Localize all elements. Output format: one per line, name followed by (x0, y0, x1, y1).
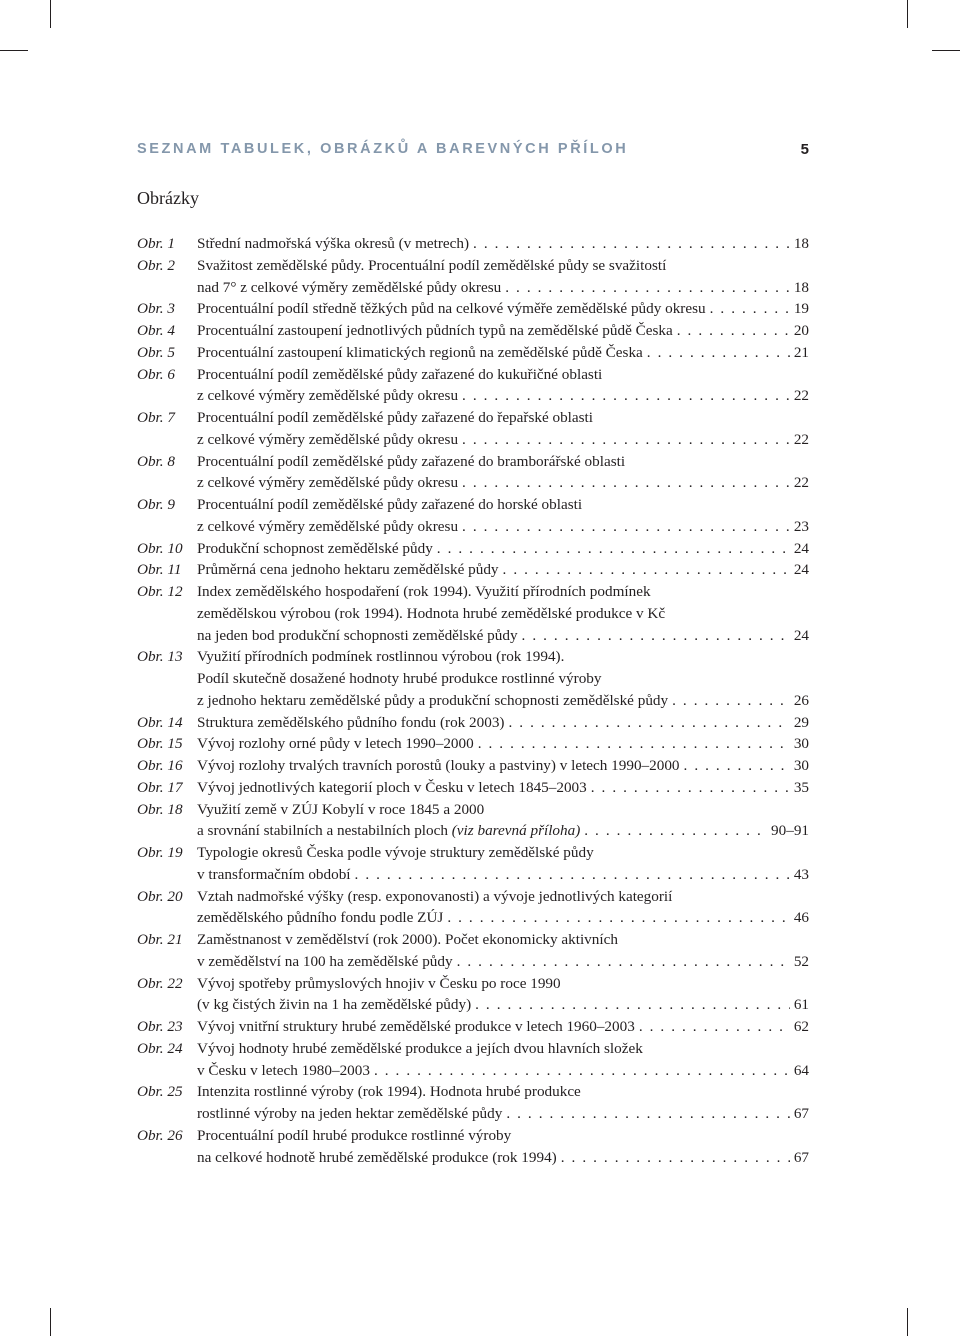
caption-text: z celkové výměry zemědělské půdy okresu (197, 387, 459, 405)
figure-caption (197, 342, 809, 364)
page-reference: 26 (793, 691, 809, 709)
figure-caption (197, 451, 809, 495)
caption-text: na jeden bod produkční schopnosti zemědělské půdy (197, 626, 518, 644)
figure-number: Obr. 24 (137, 1039, 183, 1057)
figure-caption (197, 538, 809, 560)
caption-text-wrap (197, 951, 453, 973)
caption-line: Podíl skutečně dosažené hodnoty hrubé produkce rostlinné výroby (197, 670, 602, 687)
caption-text-wrap (197, 907, 443, 929)
figure-caption (197, 255, 809, 299)
caption-last-line (197, 429, 809, 451)
figure-number: Obr. 22 (137, 974, 183, 992)
caption-line: Svažitost zemědělské půdy. Procentuální podíl zemědělské půdy se svažitostí (197, 256, 667, 274)
page-reference: 62 (793, 1018, 809, 1035)
page-reference: 90–91 (771, 822, 809, 840)
figure-caption (197, 1016, 809, 1038)
caption-text-wrap (197, 1147, 557, 1169)
caption-text-wrap (197, 385, 458, 407)
figure-entry (137, 799, 809, 843)
caption-text-wrap (197, 994, 471, 1016)
figure-number: Obr. 11 (137, 561, 182, 579)
page-reference: 21 (793, 343, 809, 361)
dot-leader (478, 733, 790, 755)
caption-text-wrap (197, 233, 469, 255)
page-reference: 22 (793, 430, 809, 448)
figure-entry (137, 1016, 809, 1038)
figure-caption (197, 733, 809, 755)
caption-text: Procentuální podíl středně těžkých půd na celkové výměře zemědělské půdy okresu (197, 300, 706, 318)
caption-last-line (197, 1016, 809, 1038)
dot-leader (561, 1147, 790, 1169)
caption-line: Procentuální podíl zemědělské půdy zařazené do řepařské oblasti (197, 409, 593, 426)
caption-line: Vztah nadmořské výšky (resp. exponovanosti) a vývoje jednotlivých kategorií (197, 887, 673, 905)
dot-leader (677, 320, 790, 342)
figure-caption (197, 886, 809, 930)
caption-line: Index zemědělského hospodaření (rok 1994). Využití přírodních podmínek (197, 583, 651, 600)
caption-text: Vývoj jednotlivých kategorií ploch v Česku v letech 1845–2003 (197, 778, 587, 796)
caption-text: Vývoj rozlohy orné půdy v letech 1990–2000 (197, 735, 474, 753)
dot-leader (522, 625, 790, 647)
figure-number: Obr. 14 (137, 713, 183, 731)
figure-caption (197, 973, 809, 1017)
caption-line: Využití přírodních podmínek rostlinnou výrobou (rok 1994). (197, 648, 565, 666)
figure-number: Obr. 21 (137, 931, 183, 948)
caption-text-wrap (197, 625, 518, 647)
figure-number: Obr. 13 (137, 648, 183, 666)
figure-entry (137, 1125, 809, 1169)
figure-entry (137, 342, 809, 364)
figure-caption (197, 1125, 809, 1169)
crop-mark-bottom-right (907, 1308, 908, 1336)
figure-number: Obr. 8 (137, 452, 175, 470)
page-reference: 30 (793, 757, 809, 774)
caption-text-wrap (197, 1060, 370, 1082)
figure-entry (137, 755, 809, 777)
caption-text: a srovnání stabilních a nestabilních ploch (197, 822, 448, 840)
figure-number: Obr. 12 (137, 583, 183, 600)
figure-caption (197, 842, 809, 886)
dot-leader (457, 951, 790, 973)
caption-last-line (197, 559, 809, 581)
figure-caption (197, 755, 809, 777)
caption-last-line (197, 1103, 809, 1125)
page-reference: 35 (793, 778, 809, 796)
caption-last-line (197, 755, 809, 777)
caption-text-wrap (197, 820, 580, 842)
figure-caption (197, 1081, 809, 1125)
figure-entry (137, 233, 809, 255)
figure-caption (197, 1038, 809, 1082)
dot-leader (374, 1060, 790, 1082)
caption-text: z celkové výměry zemědělské půdy okresu (197, 474, 459, 492)
figure-entry (137, 407, 809, 451)
caption-line: Intenzita rostlinné výroby (rok 1994). Hodnota hrubé produkce (197, 1083, 581, 1101)
figure-number: Obr. 1 (137, 235, 175, 252)
caption-text: v zemědělství na 100 ha zemědělské půdy (197, 952, 453, 970)
figure-entry (137, 559, 809, 581)
figure-entry (137, 494, 809, 538)
caption-text: nad 7° z celkové výměry zemědělské půdy okresu (197, 278, 502, 296)
page-reference: 67 (793, 1105, 809, 1122)
figure-number: Obr. 26 (137, 1126, 183, 1144)
caption-text-wrap (197, 712, 504, 734)
page-reference: 18 (793, 235, 809, 252)
figure-number: Obr. 16 (137, 757, 183, 774)
caption-text-wrap (197, 429, 458, 451)
caption-text: v transformačním období (197, 865, 351, 883)
caption-last-line (197, 277, 809, 299)
figure-entry (137, 255, 809, 299)
dot-leader (591, 777, 790, 799)
page-reference: 29 (793, 713, 809, 731)
page-reference: 22 (793, 387, 809, 405)
caption-last-line (197, 472, 809, 494)
caption-text: Struktura zemědělského půdního fondu (rok 2003) (197, 713, 505, 731)
figure-caption (197, 799, 809, 843)
figure-entry (137, 298, 809, 320)
figure-entry (137, 1038, 809, 1082)
caption-last-line (197, 625, 809, 647)
page-number: 5 (800, 141, 809, 158)
caption-line: zemědělskou výrobou (rok 1994). Hodnota hrubé zemědělské produkce v Kč (197, 604, 666, 622)
figure-entry (137, 733, 809, 755)
dot-leader (503, 559, 790, 581)
caption-last-line (197, 385, 809, 407)
figure-caption (197, 559, 809, 581)
figure-number: Obr. 9 (137, 496, 175, 513)
caption-text-wrap (197, 342, 643, 364)
caption-text: Procentuální zastoupení klimatických regionů na zemědělské půdě Česka (197, 343, 643, 361)
figure-caption (197, 407, 809, 451)
figure-entry (137, 320, 809, 342)
crop-mark-right-top (932, 50, 960, 51)
figure-entry (137, 973, 809, 1017)
caption-last-line (197, 864, 809, 886)
figure-caption (197, 646, 809, 711)
dot-leader (355, 864, 790, 886)
page-reference: 18 (793, 278, 809, 296)
page-reference: 24 (793, 561, 809, 579)
figure-number: Obr. 2 (137, 256, 175, 274)
caption-line: Procentuální podíl zemědělské půdy zařazené do kukuřičné oblasti (197, 365, 603, 383)
page-reference: 20 (793, 322, 809, 339)
figure-number: Obr. 4 (137, 322, 175, 339)
dot-leader (710, 298, 790, 320)
dot-leader (437, 538, 790, 560)
figure-number: Obr. 6 (137, 365, 175, 383)
caption-text-wrap (197, 516, 458, 538)
caption-text-wrap (197, 777, 587, 799)
figure-caption (197, 233, 809, 255)
caption-text: z celkové výměry zemědělské půdy okresu (197, 517, 459, 535)
caption-text: Produkční schopnost zemědělské půdy (197, 539, 433, 557)
figure-number: Obr. 18 (137, 800, 183, 818)
caption-text: Procentuální zastoupení jednotlivých půdních typů na zemědělské půdě Česka (197, 322, 673, 339)
caption-line: Procentuální podíl zemědělské půdy zařazené do bramborářské oblasti (197, 452, 626, 470)
dot-leader (647, 342, 790, 364)
caption-last-line (197, 1147, 809, 1169)
page-reference: 24 (793, 539, 809, 557)
caption-line: Procentuální podíl zemědělské půdy zařazené do horské oblasti (197, 496, 583, 513)
page-reference: 46 (793, 909, 809, 927)
caption-text-wrap (197, 538, 433, 560)
page-reference: 52 (793, 952, 809, 970)
caption-text: (v kg čistých živin na 1 ha zemědělské půdy) (197, 996, 472, 1014)
figure-entry (137, 581, 809, 646)
figure-entry (137, 451, 809, 495)
figure-number: Obr. 15 (137, 735, 183, 753)
caption-text-wrap (197, 320, 673, 342)
caption-text: z jednoho hektaru zemědělské půdy a produkční schopnosti zemědělské půdy (197, 691, 669, 709)
caption-line: Vývoj hodnoty hrubé zemědělské produkce a jejích dvou hlavních složek (197, 1039, 643, 1057)
running-head-title: SEZNAM TABULEK, OBRÁZKŮ A BAREVNÝCH PŘÍLOH (137, 141, 629, 157)
page-reference: 19 (793, 300, 809, 318)
dot-leader (475, 994, 790, 1016)
caption-last-line (197, 907, 809, 929)
crop-mark-left-top (0, 50, 28, 51)
caption-line: Využití země v ZÚJ Kobylí v roce 1845 a 2000 (197, 800, 485, 818)
caption-last-line (197, 994, 809, 1016)
caption-last-line (197, 320, 809, 342)
caption-text-wrap (197, 1016, 635, 1038)
page-reference: 23 (793, 517, 809, 535)
caption-last-line (197, 516, 809, 538)
figure-caption (197, 494, 809, 538)
caption-text-wrap (197, 733, 474, 755)
dot-leader (672, 690, 790, 712)
figure-number: Obr. 10 (137, 539, 183, 557)
caption-last-line (197, 951, 809, 973)
caption-last-line (197, 538, 809, 560)
caption-text-wrap (197, 755, 680, 777)
page-reference: 61 (793, 996, 809, 1014)
figure-entry (137, 364, 809, 408)
figure-number: Obr. 7 (137, 409, 175, 426)
caption-text-wrap (197, 298, 706, 320)
caption-last-line (197, 298, 809, 320)
crop-mark-top-right (907, 0, 908, 28)
figure-entry (137, 1081, 809, 1125)
figure-caption (197, 364, 809, 408)
dot-leader (473, 233, 790, 255)
page-reference: 43 (793, 865, 809, 883)
figure-number: Obr. 3 (137, 300, 175, 318)
figure-number: Obr. 17 (137, 778, 183, 796)
caption-text: Průměrná cena jednoho hektaru zemědělské půdy (197, 561, 499, 579)
caption-text-wrap (197, 472, 458, 494)
page-reference: 24 (793, 626, 809, 644)
crop-mark-bottom-left (50, 1308, 51, 1336)
section-heading: Obrázky (137, 188, 199, 208)
page-reference: 22 (793, 474, 809, 492)
dot-leader (684, 755, 790, 777)
caption-text: na celkové hodnotě hrubé zemědělské produkce (rok 1994) (197, 1148, 557, 1166)
caption-text-wrap (197, 690, 668, 712)
page-reference: 64 (793, 1061, 809, 1079)
caption-last-line (197, 733, 809, 755)
caption-italic-note: (viz barevná příloha) (451, 822, 581, 840)
running-head (137, 141, 809, 165)
caption-last-line (197, 342, 809, 364)
dot-leader (508, 712, 789, 734)
figure-entry (137, 842, 809, 886)
caption-last-line (197, 1060, 809, 1082)
caption-text: z celkové výměry zemědělské půdy okresu (197, 430, 459, 448)
figure-number: Obr. 19 (137, 844, 183, 861)
caption-text-wrap (197, 1103, 502, 1125)
figure-entry (137, 929, 809, 973)
dot-leader (462, 385, 790, 407)
figure-list (137, 233, 809, 1168)
caption-text: zemědělského půdního fondu podle ZÚJ (197, 909, 444, 927)
dot-leader (462, 429, 790, 451)
dot-leader (447, 907, 789, 929)
caption-text: v Česku v letech 1980–2003 (197, 1061, 370, 1079)
caption-line: Vývoj spotřeby průmyslových hnojiv v Česku po roce 1990 (197, 974, 561, 992)
figure-caption (197, 298, 809, 320)
dot-leader (462, 516, 790, 538)
dot-leader (506, 1103, 789, 1125)
figure-entry (137, 538, 809, 560)
figure-entry (137, 886, 809, 930)
figure-caption (197, 929, 809, 973)
page-reference: 67 (793, 1148, 809, 1166)
caption-last-line (197, 820, 809, 842)
crop-mark-top-left (50, 0, 51, 28)
caption-text: Střední nadmořská výška okresů (v metrech) (197, 235, 470, 252)
figure-caption (197, 712, 809, 734)
dot-leader (462, 472, 790, 494)
figure-number: Obr. 20 (137, 887, 183, 905)
caption-text: rostlinné výroby na jeden hektar zemědělské půdy (197, 1105, 503, 1122)
caption-line: Zaměstnanost v zemědělství (rok 2000). Počet ekonomicky aktivních (197, 931, 618, 948)
figure-entry (137, 777, 809, 799)
page-reference: 30 (793, 735, 809, 753)
caption-line: Typologie okresů Česka podle vývoje struktury zemědělské půdy (197, 844, 594, 861)
caption-last-line (197, 777, 809, 799)
dot-leader (639, 1016, 790, 1038)
dot-leader (584, 820, 767, 842)
caption-last-line (197, 712, 809, 734)
figure-number: Obr. 23 (137, 1018, 183, 1035)
caption-text: Vývoj rozlohy trvalých travních porostů (louky a pastviny) v letech 1990–2000 (197, 757, 680, 774)
caption-line: Procentuální podíl hrubé produkce rostlinné výroby (197, 1126, 512, 1144)
caption-text: Vývoj vnitřní struktury hrubé zemědělské produkce v letech 1960–2003 (197, 1018, 635, 1035)
figure-entry (137, 646, 809, 711)
caption-text-wrap (197, 277, 501, 299)
caption-last-line (197, 233, 809, 255)
figure-number: Obr. 25 (137, 1083, 183, 1101)
caption-text-wrap (197, 864, 351, 886)
figure-caption (197, 320, 809, 342)
figure-caption (197, 581, 809, 646)
figure-entry (137, 712, 809, 734)
figure-number: Obr. 5 (137, 343, 175, 361)
caption-last-line (197, 690, 809, 712)
caption-text-wrap (197, 559, 499, 581)
dot-leader (505, 277, 790, 299)
figure-caption (197, 777, 809, 799)
